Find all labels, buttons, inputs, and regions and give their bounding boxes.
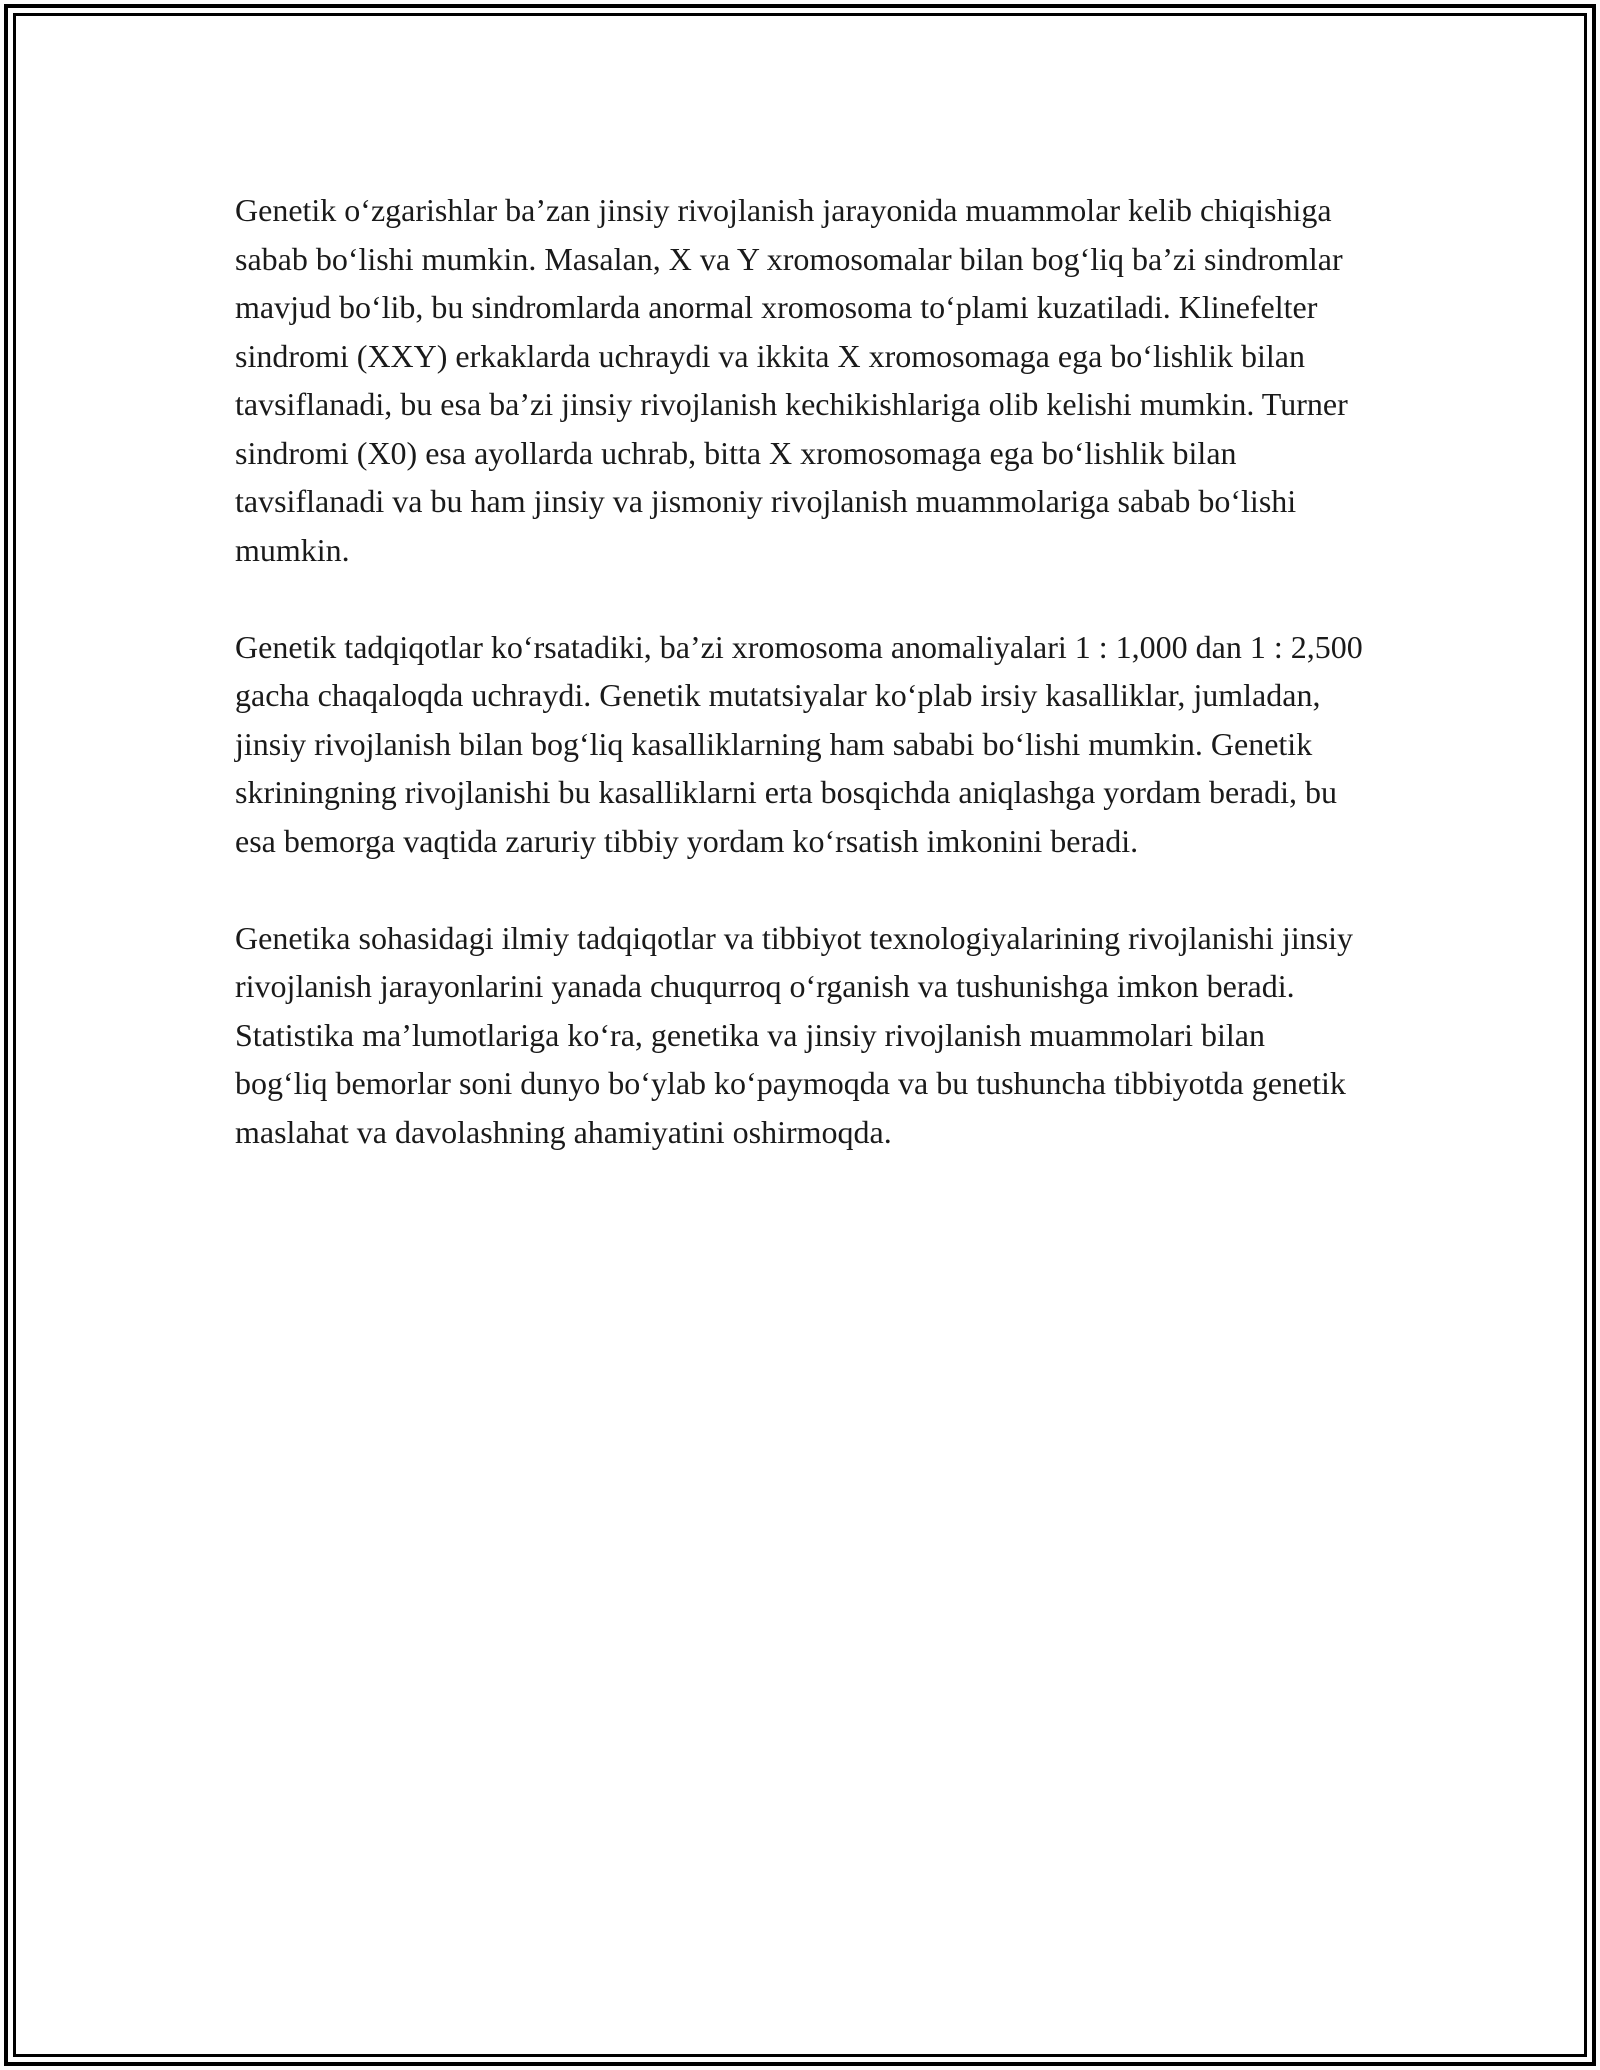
- paragraph-2: Genetik tadqiqotlar ko‘rsatadiki, ba’zi xromosoma anomaliyalari 1 : 1,000 dan 1 : 2,500 gacha chaqaloqda uchraydi. Genetik mutatsiyalar ko‘plab irsiy kasalliklar, jumladan, jinsiy rivojlanish bilan bog‘liq kasalliklarning ham sababi bo‘lishi mumkin. Genetik skriningning rivojlanishi bu kasalliklarni erta bosqichda aniqlashga yordam beradi, bu esa bemorga vaqtida zaruriy tibbiy yordam ko‘rsatish imkonini beradi.: [235, 628, 1363, 859]
- paragraph-3: Genetika sohasidagi ilmiy tadqiqotlar va tibbiyot texnologiyalarining rivojlanishi jinsiy rivojlanish jarayonlarini yanada chuqurroq o‘rganish va tushunishga imkon beradi. Statistika ma’lumotlariga ko‘ra, genetika va jinsiy rivojlanish muammolari bilan bog‘liq bemorlar soni dunyo bo‘ylab ko‘paymoqda va bu tushuncha tibbiyotda genetik maslahat va davolashning ahamiyatini oshirmoqda.: [235, 919, 1354, 1150]
- paragraph-1: Genetik o‘zgarishlar ba’zan jinsiy rivojlanish jarayonida muammolar kelib chiqishiga sabab bo‘lishi mumkin. Masalan, X va Y xromosomalar bilan bog‘liq ba’zi sindromlar mavjud bo‘lib, bu sindromlarda anormal xromosoma to‘plami kuzatiladi. Klinefelter sindromi (XXY) erkaklarda uchraydi va ikkita X xromosomaga ega bo‘lishlik bilan tavsiflanadi, bu esa ba’zi jinsiy rivojlanish kechikishlariga olib kelishi mumkin. Turner sindromi (X0) esa ayollarda uchrab, bitta X xromosomaga ega bo‘lishlik bilan tavsiflanadi va bu ham jinsiy va jismoniy rivojlanish muammolariga sabab bo‘lishi mumkin.: [235, 192, 1348, 568]
- document-body: [235, 186, 1365, 1205]
